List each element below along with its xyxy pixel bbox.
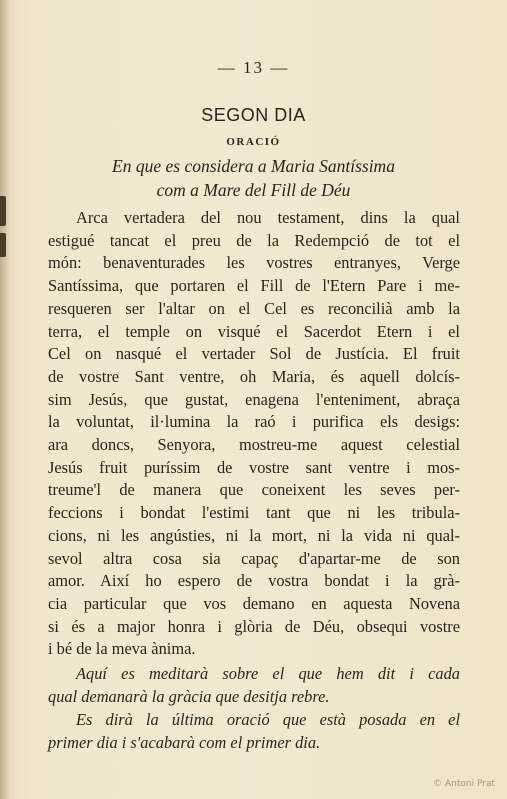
page-number: — 13 — — [217, 58, 290, 77]
intro-line: En que es considera a Maria Santíssima — [112, 156, 395, 176]
section-subheading: ORACIÓ — [226, 136, 281, 148]
paragraph-line: cions, ni les angústies, ni la mort, ni la vida ni qual- — [48, 525, 460, 545]
paragraph-line: sim Jesús, que gustat, enagena l'enteniment, abraça — [48, 389, 460, 409]
paragraph-line: terra, el temple on visqué el Sacerdot Etern i el — [48, 321, 460, 341]
paragraph-line: sevol altra cosa sia capaç d'apartar-me de son — [48, 548, 460, 568]
paragraph-line: treume'l de manera que coneixent les seves per- — [48, 480, 460, 500]
paragraph-line: de vostre Sant ventre, oh Maria, és aquell dolcís- — [48, 366, 460, 386]
meditation-line: qual demanarà la gràcia que desitja rebre. — [48, 687, 330, 706]
paragraph-line: resqueren ser l'altar on el Cel es reconcilià amb la — [48, 298, 460, 318]
paragraph-line: Arca vertadera del nou testament, dins la qual — [76, 208, 460, 227]
copyright-watermark: © Antoni Prat — [433, 779, 495, 789]
paragraph-line: i bé de la meva ànima. — [48, 639, 196, 659]
intro-title — [40, 154, 467, 202]
paragraph-line: Cel on nasqué el vertader Sol de Justícia. El fruit — [48, 344, 460, 364]
page-edge-mark — [0, 233, 6, 257]
closing-line: Es dirà la última oració que està posada en el — [76, 710, 460, 729]
paragraph-line: estigué tancat el preu de la Redempció de tot el — [48, 230, 460, 250]
page-edge-mark — [0, 196, 6, 226]
paragraph-line: feccions i bondat l'estimi tant que ni les tribula- — [48, 503, 460, 523]
closing-instruction — [48, 708, 460, 754]
closing-line: primer dia i s'acabarà com el primer dia. — [48, 733, 321, 752]
paragraph-line: ara doncs, Senyora, mostreu-me aquest celestial — [48, 435, 460, 455]
paragraph-line: Jesús fruit puríssim de vostre sant ventre i mos- — [48, 457, 460, 477]
intro-line: com a Mare del Fill de Déu — [156, 180, 351, 200]
paragraph-line: Santíssima, que portaren el Fill de l'Etern Pare i me- — [48, 276, 460, 296]
paragraph-line: món: benaventurades les vostres entranyes, Verge — [48, 253, 460, 273]
paragraph-line: la voluntat, il·lumina la raó i purifica els desigs: — [48, 412, 460, 432]
meditation-line: Aquí es meditarà sobre el que hem dit i cada — [76, 664, 460, 683]
meditation-instruction — [48, 662, 460, 708]
paragraph-line: si és a major honra i glòria de Déu, obsequi vostre — [48, 616, 460, 636]
prayer-paragraph — [48, 207, 460, 661]
section-heading: SEGON DIA — [201, 105, 306, 125]
paragraph-line: cia particular que vos demano en aquesta Novena — [48, 593, 460, 613]
paragraph-line: amor. Així ho espero de vostra bondat i la grà- — [48, 571, 460, 591]
